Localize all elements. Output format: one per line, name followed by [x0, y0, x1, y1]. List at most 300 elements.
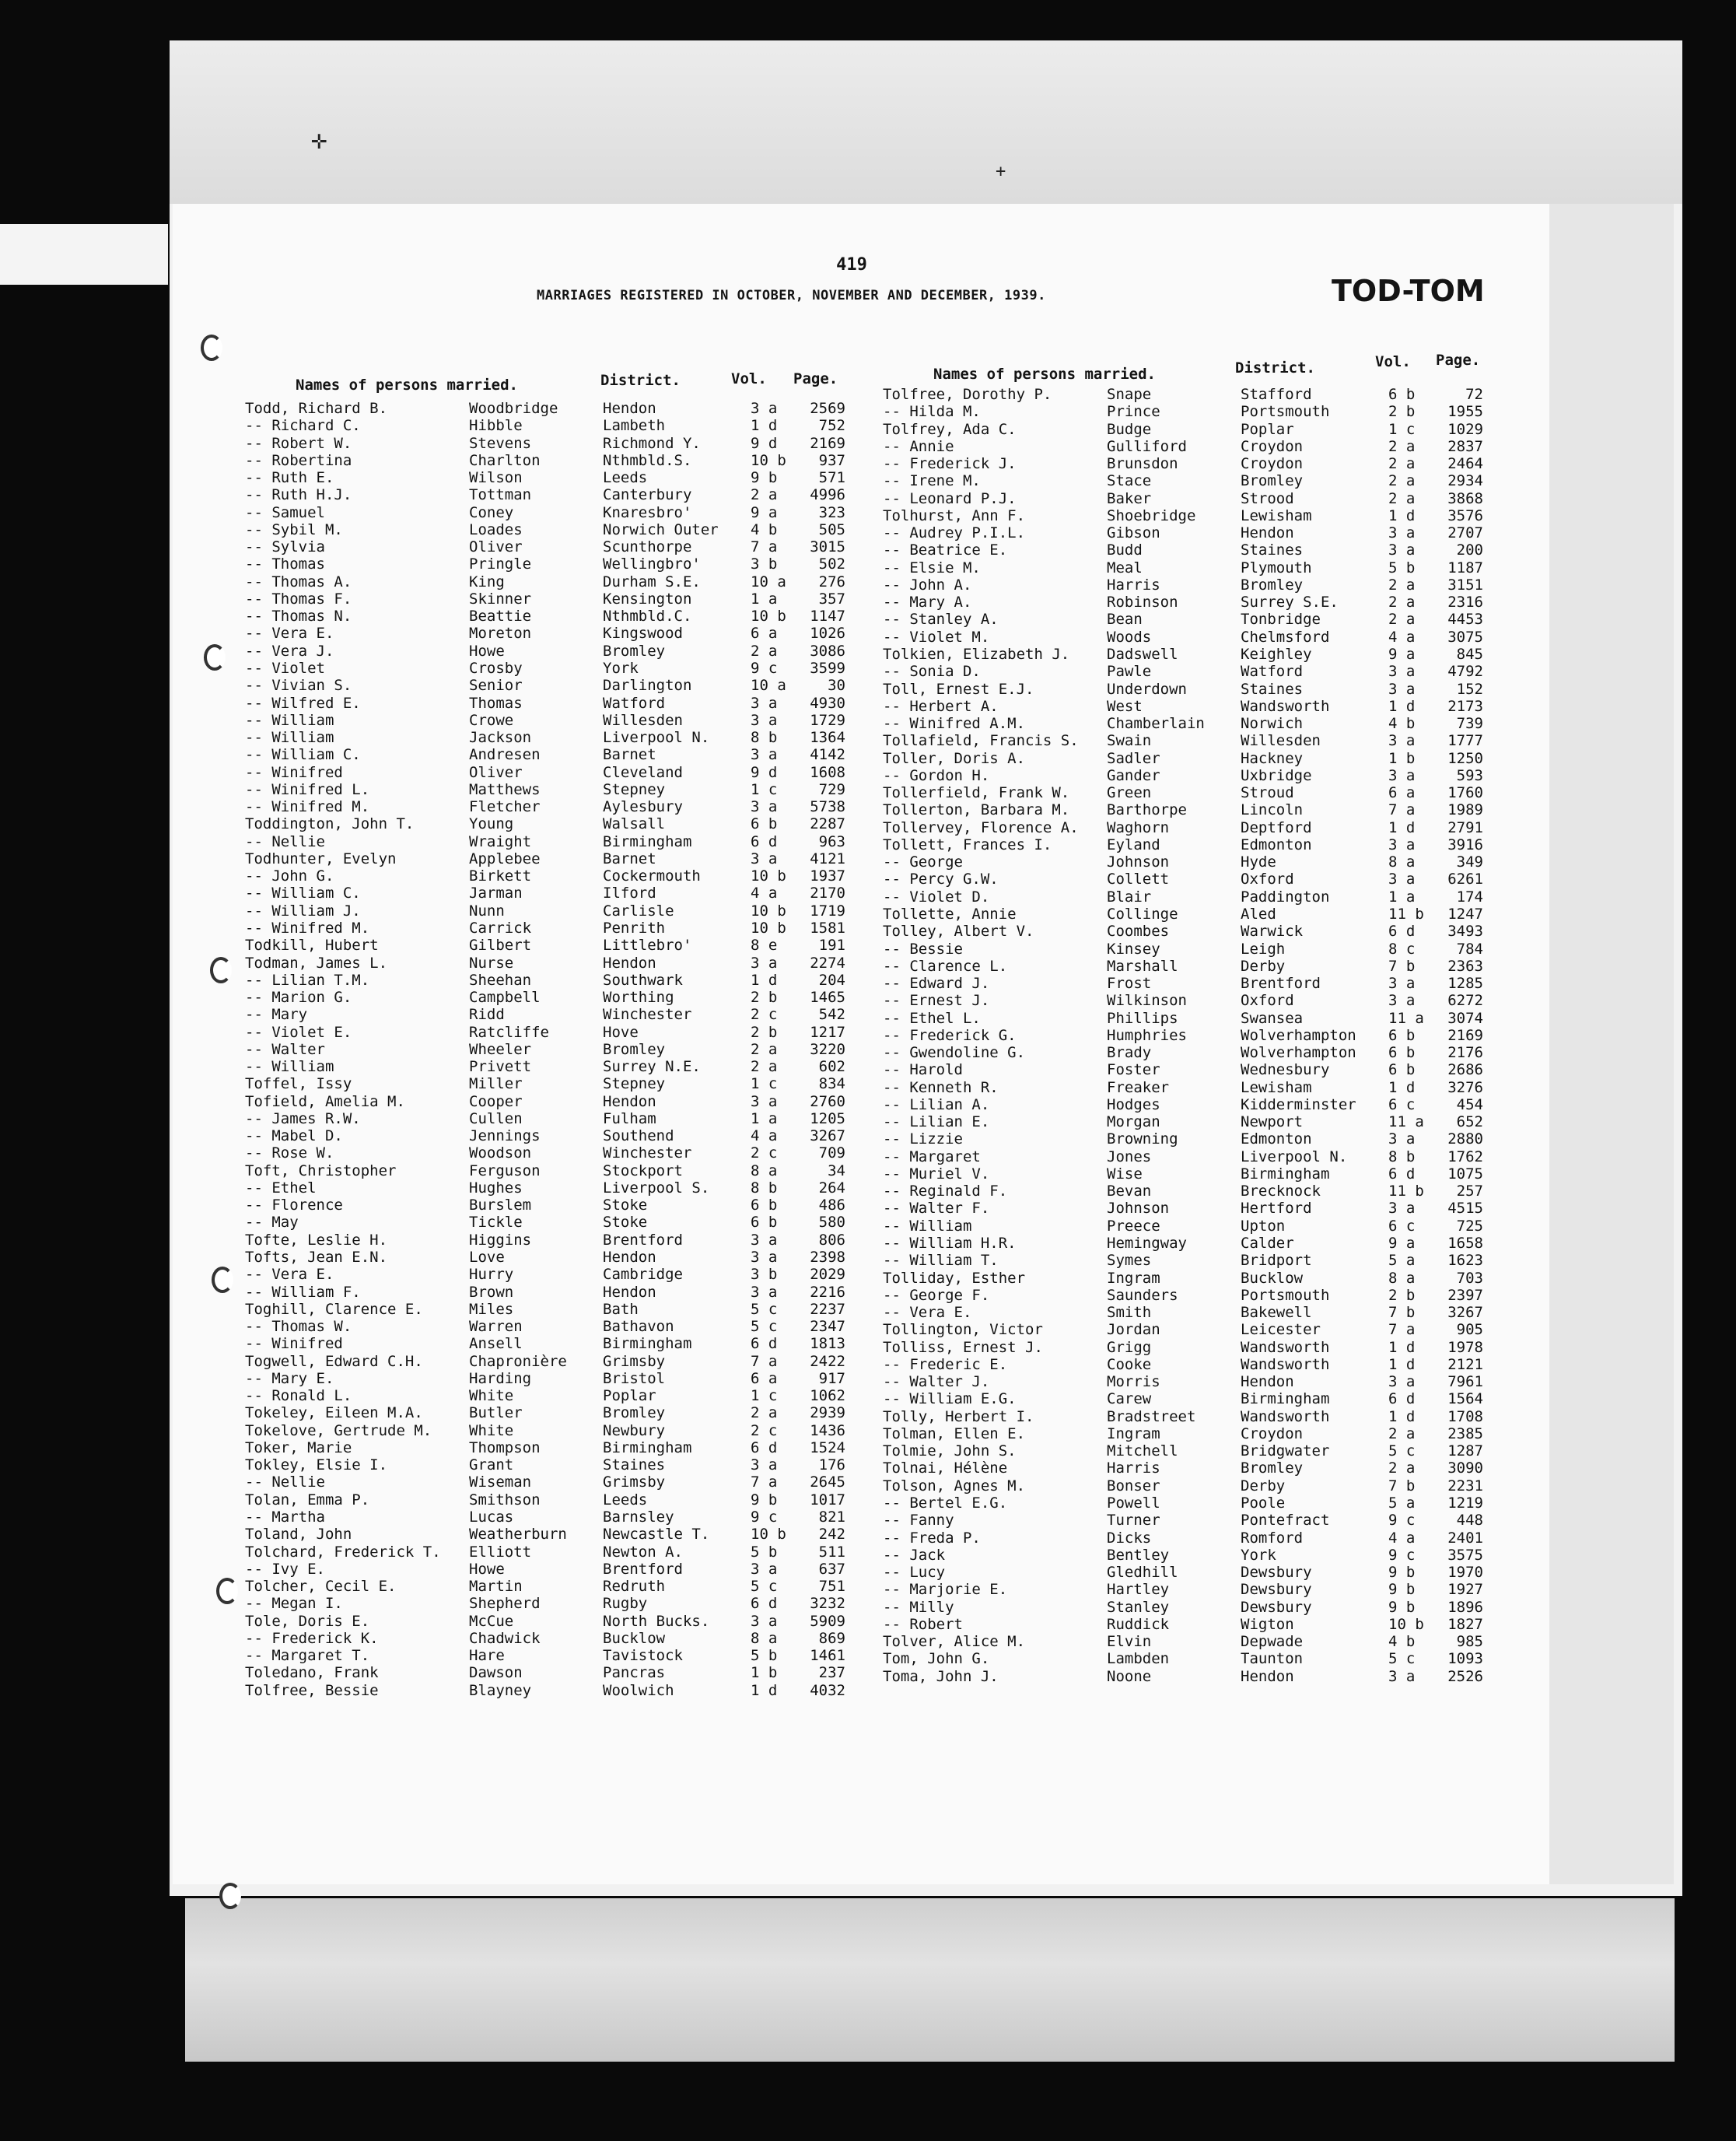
- entry-row: [883, 1061, 1521, 1078]
- entry-row: [883, 1356, 1521, 1373]
- entry-page: 2526: [1447, 1667, 1483, 1685]
- header-district: District.: [1235, 359, 1315, 377]
- entry-district: Pontefract: [1241, 1512, 1330, 1530]
- entry-name: -- Frederic E.: [883, 1355, 1008, 1373]
- entry-row: [245, 1595, 883, 1612]
- entry-name: Tolfree, Dorothy P.: [883, 386, 1052, 403]
- entry-row: [883, 923, 1521, 940]
- entry-page: 1729: [810, 711, 845, 729]
- entry-spouse: Stace: [1107, 472, 1152, 490]
- entry-name: -- Lilian T.M.: [245, 971, 370, 989]
- entry-spouse: Bradstreet: [1107, 1407, 1196, 1425]
- entry-name: -- Audrey P.I.L.: [883, 524, 1026, 542]
- entry-spouse: Loades: [469, 520, 523, 538]
- entry-page: 4996: [810, 486, 845, 504]
- entry-spouse: Love: [469, 1249, 505, 1267]
- entry-vol: 6 a: [751, 625, 778, 643]
- entry-vol: 11 a: [1388, 1009, 1424, 1027]
- entry-row: [883, 1512, 1521, 1529]
- entry-vol: 10 a: [751, 573, 786, 590]
- entry-vol: 5 c: [1388, 1442, 1416, 1460]
- entry-name: -- Winifred M.: [245, 798, 370, 816]
- entry-row: [245, 538, 883, 555]
- entry-row: [245, 573, 883, 590]
- entry-vol: 2 c: [751, 1421, 778, 1439]
- entry-district: Aylesbury: [603, 798, 683, 816]
- entry-vol: 6 b: [1388, 1044, 1416, 1062]
- entry-row: [245, 1075, 883, 1092]
- entry-row: [883, 1183, 1521, 1200]
- entry-row: [883, 784, 1521, 801]
- entry-row: [883, 853, 1521, 871]
- entry-vol: 3 a: [751, 694, 778, 712]
- entry-spouse: Smithson: [469, 1491, 541, 1509]
- entry-district: Newport: [1241, 1113, 1304, 1131]
- entry-vol: 1 c: [751, 1387, 778, 1405]
- entry-spouse: Moreton: [469, 625, 532, 643]
- entry-district: Wednesbury: [1241, 1061, 1330, 1079]
- entry-vol: 3 a: [1388, 871, 1416, 888]
- entry-vol: 4 a: [1388, 1529, 1416, 1547]
- entry-page: 709: [818, 1144, 845, 1162]
- entry-district: Poole: [1241, 1494, 1286, 1512]
- entry-name: -- Thomas F.: [245, 590, 352, 608]
- entry-district: Brentford: [603, 1231, 683, 1249]
- entry-vol: 5 b: [751, 1543, 778, 1561]
- entry-row: [245, 1647, 883, 1664]
- entry-page: 1896: [1447, 1598, 1483, 1616]
- entry-row: [883, 1218, 1521, 1235]
- entry-spouse: Wiseman: [469, 1473, 532, 1491]
- entry-name: -- James R.W.: [245, 1109, 361, 1127]
- entry-name: -- William E.G.: [883, 1390, 1017, 1408]
- entry-spouse: Wheeler: [469, 1040, 532, 1058]
- entry-page: 1608: [810, 763, 845, 781]
- entry-spouse: Blayney: [469, 1681, 532, 1699]
- entry-vol: 2 a: [1388, 1459, 1416, 1477]
- entry-vol: 4 a: [1388, 628, 1416, 646]
- entry-name: -- Bertel E.G.: [883, 1494, 1008, 1512]
- entry-district: Warwick: [1241, 923, 1304, 941]
- entry-row: [883, 992, 1521, 1009]
- entry-vol: 10 a: [751, 677, 786, 695]
- entry-district: Uxbridge: [1241, 766, 1312, 784]
- entry-vol: 1 b: [751, 1664, 778, 1682]
- entry-vol: 8 b: [751, 1179, 778, 1197]
- entry-spouse: Bentley: [1107, 1546, 1170, 1564]
- entry-page: 905: [1456, 1321, 1483, 1339]
- entry-vol: 4 a: [751, 885, 778, 902]
- entry-page: 834: [818, 1075, 845, 1093]
- entry-spouse: Sheehan: [469, 971, 532, 989]
- entry-name: -- Mary A.: [883, 594, 972, 611]
- entry-row: [245, 400, 883, 417]
- entry-row: [883, 1373, 1521, 1390]
- entry-page: 2791: [1447, 818, 1483, 836]
- entry-page: 5909: [810, 1612, 845, 1630]
- entry-vol: 2 a: [1388, 594, 1416, 611]
- entry-name: -- Vera J.: [245, 642, 334, 660]
- entry-page: 486: [818, 1197, 845, 1214]
- entry-vol: 6 b: [1388, 386, 1416, 403]
- entry-vol: 5 a: [1388, 1252, 1416, 1270]
- entry-row: [883, 1564, 1521, 1581]
- entry-vol: 6 c: [1388, 1095, 1416, 1113]
- entry-district: Stafford: [1241, 386, 1312, 403]
- entry-page: 806: [818, 1231, 845, 1249]
- entry-spouse: Elvin: [1107, 1633, 1152, 1651]
- entry-vol: 8 a: [751, 1629, 778, 1647]
- entry-vol: 8 a: [1388, 1269, 1416, 1287]
- entry-name: -- Milly: [883, 1598, 954, 1616]
- entry-district: Lincoln: [1241, 801, 1304, 819]
- entry-page: 637: [818, 1560, 845, 1578]
- entry-district: Derby: [1241, 1477, 1286, 1494]
- entry-district: Plymouth: [1241, 559, 1312, 576]
- entry-district: Norwich Outer: [603, 520, 719, 538]
- entry-row: [245, 867, 883, 885]
- entry-row: [245, 590, 883, 608]
- entry-name: -- William: [245, 1058, 334, 1076]
- entry-vol: 7 a: [751, 1473, 778, 1491]
- entry-spouse: Nurse: [469, 954, 514, 972]
- entry-vol: 3 a: [751, 954, 778, 972]
- entry-row: [883, 559, 1521, 576]
- entry-name: -- Vera E.: [245, 1266, 334, 1284]
- entry-spouse: Lucas: [469, 1509, 514, 1526]
- entry-page: 703: [1456, 1269, 1483, 1287]
- entry-vol: 1 d: [1388, 1407, 1416, 1425]
- entry-page: 985: [1456, 1633, 1483, 1651]
- entry-district: Walsall: [603, 815, 666, 833]
- entry-row: [883, 1408, 1521, 1425]
- entry-district: Barnet: [603, 746, 656, 764]
- entry-page: 2398: [810, 1249, 845, 1267]
- entry-row: [245, 1318, 883, 1335]
- entry-row: [245, 1335, 883, 1352]
- entry-spouse: Oliver: [469, 538, 523, 556]
- rear-page-header-shadow: [170, 40, 1682, 204]
- entry-row: [245, 902, 883, 920]
- entry-spouse: Brunsdon: [1107, 455, 1178, 473]
- entry-page: 3015: [810, 538, 845, 556]
- entry-vol: 2 a: [751, 486, 778, 504]
- entry-name: Tofts, Jean E.N.: [245, 1249, 388, 1267]
- entry-spouse: Howe: [469, 1560, 505, 1578]
- entry-spouse: Stanley: [1107, 1598, 1170, 1616]
- paper-strip: [0, 224, 168, 285]
- entry-spouse: Sadler: [1107, 749, 1160, 767]
- entry-row: [883, 1547, 1521, 1564]
- entry-spouse: Noone: [1107, 1667, 1152, 1685]
- entry-page: 454: [1456, 1095, 1483, 1113]
- entry-name: -- Megan I.: [245, 1595, 343, 1613]
- entry-row: [245, 1439, 883, 1456]
- entry-vol: 9 c: [1388, 1546, 1416, 1564]
- entry-spouse: Warren: [469, 1318, 523, 1336]
- entry-name: Tolhurst, Ann F.: [883, 506, 1026, 524]
- entry-vol: 7 b: [1388, 957, 1416, 975]
- entry-district: Birmingham: [603, 832, 692, 850]
- entry-district: Calder: [1241, 1235, 1294, 1253]
- entry-name: -- William C.: [245, 746, 361, 764]
- entry-row: [883, 1425, 1521, 1442]
- entry-page: 5738: [810, 798, 845, 816]
- entry-spouse: Kinsey: [1107, 940, 1160, 958]
- entry-spouse: Bevan: [1107, 1183, 1152, 1200]
- entry-row: [883, 594, 1521, 611]
- entry-district: Carlisle: [603, 902, 674, 920]
- entry-spouse: Martin: [469, 1578, 523, 1596]
- entry-row: [245, 555, 883, 573]
- entry-name: -- Marjorie E.: [883, 1581, 1008, 1599]
- entry-name: -- Lilian A.: [883, 1095, 990, 1113]
- entry-name: -- Bessie: [883, 940, 963, 958]
- entry-spouse: Ingram: [1107, 1424, 1160, 1442]
- entry-row: [883, 490, 1521, 507]
- entry-page: 34: [828, 1162, 845, 1179]
- entry-row: [245, 885, 883, 902]
- entry-row: [245, 504, 883, 521]
- entry-name: -- Lucy: [883, 1564, 946, 1582]
- entry-page: 2287: [810, 815, 845, 833]
- entry-page: 6272: [1447, 992, 1483, 1010]
- entry-name: -- Lizzie: [883, 1130, 963, 1148]
- header-page: Page.: [1436, 352, 1481, 369]
- entry-name: -- Robert: [883, 1615, 963, 1633]
- entry-district: Hendon: [1241, 1373, 1294, 1391]
- entry-spouse: Thomas: [469, 694, 523, 712]
- entry-page: 729: [818, 780, 845, 798]
- entry-name: -- Sonia D.: [883, 663, 981, 681]
- entry-vol: 3 a: [751, 798, 778, 816]
- entry-row: [883, 1304, 1521, 1321]
- entry-page: 511: [818, 1543, 845, 1561]
- entry-row: [245, 1473, 883, 1491]
- entry-name: -- Gordon H.: [883, 766, 990, 784]
- entry-vol: 2 b: [751, 1023, 778, 1041]
- entry-vol: 5 c: [1388, 1650, 1416, 1668]
- entry-vol: 1 d: [1388, 1355, 1416, 1373]
- entry-vol: 9 b: [751, 1491, 778, 1509]
- entry-spouse: Foster: [1107, 1061, 1160, 1079]
- entry-name: Tokeley, Eileen M.A.: [245, 1404, 423, 1422]
- entry-page: 3575: [1447, 1546, 1483, 1564]
- entry-vol: 9 a: [751, 503, 778, 521]
- entry-district: Winchester: [603, 1006, 692, 1024]
- entry-district: Chelmsford: [1241, 628, 1330, 646]
- entry-spouse: Ratcliffe: [469, 1023, 549, 1041]
- entry-spouse: Andresen: [469, 746, 541, 764]
- entry-name: Toland, John: [245, 1526, 352, 1544]
- entry-vol: 9 b: [1388, 1598, 1416, 1616]
- entry-row: [883, 958, 1521, 975]
- entry-name: -- Ethel: [245, 1179, 317, 1197]
- entry-vol: 3 a: [1388, 524, 1416, 542]
- entry-spouse: Snape: [1107, 386, 1152, 403]
- entry-district: Wolverhampton: [1241, 1026, 1356, 1044]
- entry-vol: 1 d: [1388, 1338, 1416, 1356]
- entry-spouse: Howe: [469, 642, 505, 660]
- entry-name: -- Elsie M.: [883, 559, 981, 576]
- entry-spouse: Collinge: [1107, 905, 1178, 923]
- entry-vol: 9 d: [751, 434, 778, 452]
- header-page: Page.: [793, 370, 838, 387]
- entry-district: York: [1241, 1546, 1276, 1564]
- entry-row: [883, 1287, 1521, 1304]
- entry-name: -- Gwendoline G.: [883, 1044, 1026, 1062]
- entry-vol: 3 a: [1388, 1667, 1416, 1685]
- entry-district: Darlington: [603, 677, 692, 695]
- entry-vol: 6 d: [751, 1335, 778, 1353]
- entry-district: Bromley: [603, 642, 666, 660]
- entry-district: North Bucks.: [603, 1612, 710, 1630]
- entry-district: Hendon: [603, 1249, 656, 1267]
- entry-vol: 6 b: [751, 1214, 778, 1232]
- entry-vol: 6 d: [751, 1595, 778, 1613]
- entry-vol: 6 b: [1388, 1026, 1416, 1044]
- entry-row: [883, 1044, 1521, 1061]
- entry-spouse: Bean: [1107, 611, 1143, 629]
- entry-row: [883, 681, 1521, 698]
- entry-district: Scunthorpe: [603, 538, 692, 556]
- entry-vol: 2 a: [751, 1040, 778, 1058]
- entry-name: -- Winifred: [245, 763, 343, 781]
- entry-district: Hendon: [603, 1092, 656, 1110]
- entry-row: [883, 1130, 1521, 1148]
- entry-spouse: Cullen: [469, 1109, 523, 1127]
- entry-page: 4930: [810, 694, 845, 712]
- entry-district: Swansea: [1241, 1009, 1304, 1027]
- entry-vol: 2 b: [751, 989, 778, 1007]
- entry-name: Toffel, Issy: [245, 1075, 352, 1093]
- entry-spouse: Chadwick: [469, 1629, 541, 1647]
- entry-spouse: Budd: [1107, 541, 1143, 559]
- entry-vol: 10 b: [1388, 1615, 1424, 1633]
- entry-district: Bromley: [603, 1040, 666, 1058]
- entry-row: [883, 1442, 1521, 1459]
- entry-name: Tollerton, Barbara M.: [883, 801, 1070, 819]
- entry-spouse: Johnson: [1107, 853, 1170, 871]
- entry-vol: 1 d: [751, 971, 778, 989]
- entry-page: 1937: [810, 867, 845, 885]
- entry-district: Birmingham: [603, 1438, 692, 1456]
- entry-row: [883, 1599, 1521, 1616]
- entry-vol: 9 a: [1388, 645, 1416, 663]
- entry-page: 1187: [1447, 559, 1483, 576]
- entry-district: Bakewell: [1241, 1304, 1312, 1322]
- entry-district: Norwich: [1241, 715, 1304, 733]
- entry-spouse: Symes: [1107, 1252, 1152, 1270]
- entry-name: -- William: [245, 711, 334, 729]
- entry-name: -- Ruth H.J.: [245, 486, 352, 504]
- entry-vol: 3 a: [751, 711, 778, 729]
- entry-row: [245, 833, 883, 850]
- entry-district: Southwark: [603, 971, 683, 989]
- entry-spouse: Harding: [469, 1369, 532, 1387]
- entry-name: -- Violet E.: [245, 1023, 352, 1041]
- header-vol: Vol.: [1375, 353, 1411, 370]
- entry-vol: 2 a: [1388, 576, 1416, 594]
- entry-vol: 5 a: [1388, 1494, 1416, 1512]
- entry-page: 4515: [1447, 1200, 1483, 1218]
- entry-page: 176: [818, 1456, 845, 1474]
- entry-name: Tolley, Albert V.: [883, 923, 1034, 941]
- entry-district: Brentford: [1241, 975, 1321, 993]
- entry-name: -- Ruth E.: [245, 469, 334, 487]
- entry-row: [245, 712, 883, 729]
- entry-vol: 10 b: [751, 608, 786, 625]
- entry-row: [245, 972, 883, 989]
- entry-spouse: Hodges: [1107, 1095, 1160, 1113]
- entry-spouse: Charlton: [469, 451, 541, 469]
- punch-hole-icon: [204, 644, 226, 671]
- entry-district: Hendon: [603, 400, 656, 417]
- entry-row: [245, 798, 883, 815]
- entry-vol: 8 e: [751, 937, 778, 955]
- entry-district: Canterbury: [603, 486, 692, 504]
- entry-spouse: Tickle: [469, 1214, 523, 1232]
- entry-page: 3151: [1447, 576, 1483, 594]
- entry-name: -- Percy G.W.: [883, 871, 999, 888]
- entry-vol: 1 a: [1388, 888, 1416, 906]
- entry-name: -- Wilfred E.: [245, 694, 361, 712]
- entry-spouse: Waghorn: [1107, 818, 1170, 836]
- entry-row: [883, 819, 1521, 836]
- entry-district: Oxford: [1241, 871, 1294, 888]
- entry-page: 4142: [810, 746, 845, 764]
- entry-page: 1093: [1447, 1650, 1483, 1668]
- entry-district: Fulham: [603, 1109, 656, 1127]
- entry-row: [883, 1148, 1521, 1165]
- entry-name: -- Winifred L.: [245, 780, 370, 798]
- entry-page: 751: [818, 1578, 845, 1596]
- entry-name: Tokley, Elsie I.: [245, 1456, 388, 1474]
- entry-name: -- Leonard P.J.: [883, 489, 1017, 507]
- entry-spouse: Harris: [1107, 576, 1160, 594]
- entry-page: 4792: [1447, 663, 1483, 681]
- entry-name: -- Winifred: [245, 1335, 343, 1353]
- entry-page: 1247: [1447, 905, 1483, 923]
- entry-name: -- Margaret: [883, 1148, 981, 1165]
- entry-district: Grimsby: [603, 1473, 666, 1491]
- entry-district: Bromley: [603, 1404, 666, 1422]
- entry-vol: 2 a: [751, 642, 778, 660]
- entry-name: -- William F.: [245, 1283, 361, 1301]
- punch-hole-icon: [216, 1578, 238, 1604]
- entry-name: -- William C.: [245, 885, 361, 902]
- entry-name: -- Frederick G.: [883, 1026, 1017, 1044]
- entry-page: 3074: [1447, 1009, 1483, 1027]
- entry-row: [245, 1144, 883, 1162]
- entry-vol: 10 b: [751, 867, 786, 885]
- entry-vol: 2 b: [1388, 1286, 1416, 1304]
- entry-district: Wolverhampton: [1241, 1044, 1356, 1062]
- entry-spouse: Ansell: [469, 1335, 523, 1353]
- entry-name: -- Vivian S.: [245, 677, 352, 695]
- entry-vol: 5 b: [1388, 559, 1416, 576]
- entry-spouse: Fletcher: [469, 798, 541, 816]
- entry-page: 2237: [810, 1300, 845, 1318]
- entry-name: -- Violet: [245, 659, 325, 677]
- punch-hole-icon: [210, 957, 232, 983]
- entry-spouse: Dicks: [1107, 1529, 1152, 1547]
- entry-page: 1250: [1447, 749, 1483, 767]
- scan-margin: [185, 1898, 1675, 2062]
- entry-page: 845: [1456, 645, 1483, 663]
- entry-name: Todd, Richard B.: [245, 400, 388, 417]
- entry-spouse: Dawson: [469, 1664, 523, 1682]
